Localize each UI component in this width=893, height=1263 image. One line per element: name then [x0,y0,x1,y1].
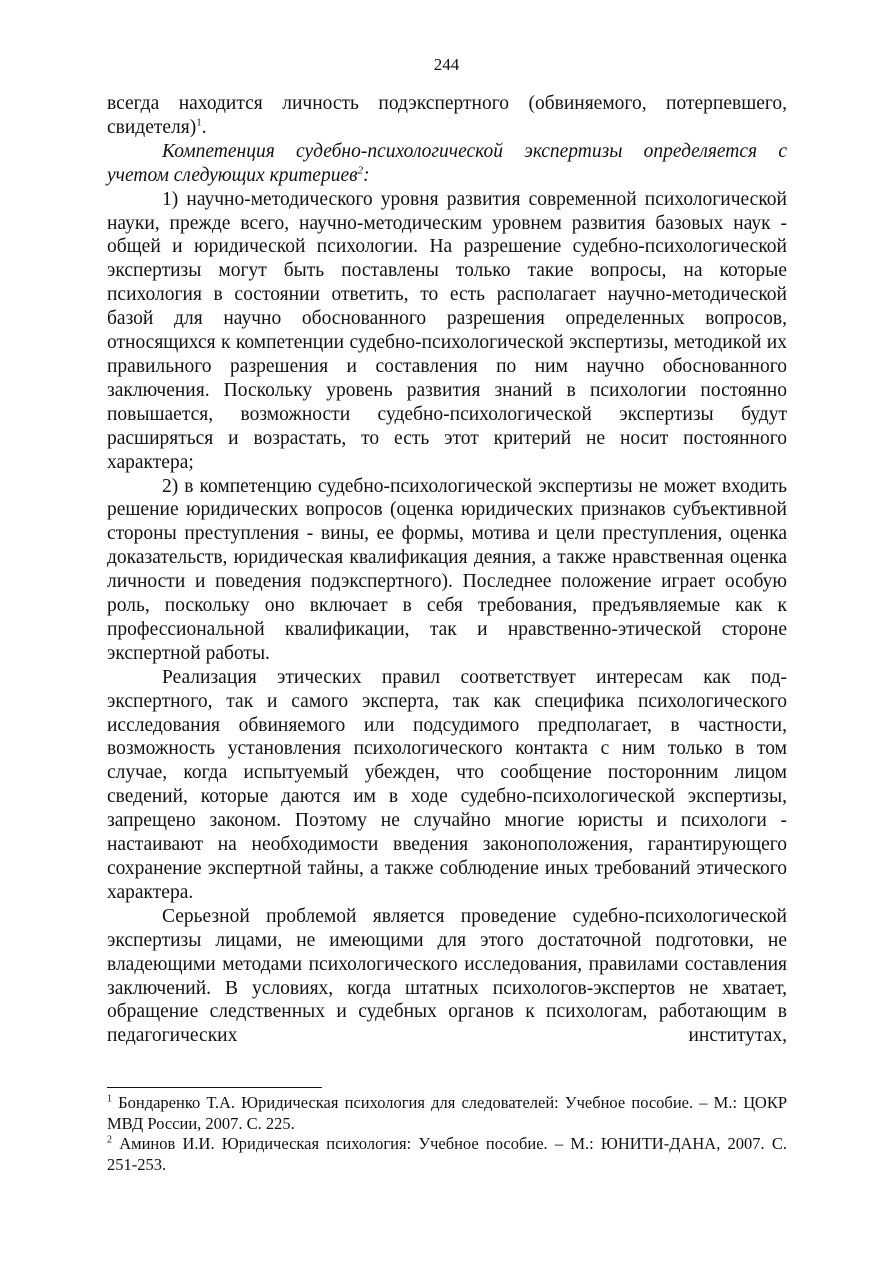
footnote-1 [107,1093,787,1134]
continuation-end: . [201,116,207,138]
criteria-intro-end: : [363,164,370,186]
footnote-2-mark: 2 [107,1134,112,1146]
footnote-1-mark: 1 [107,1093,112,1105]
criterion-1-paragraph: 1) научно-методического уровня развития современной психологической науки, прежде всего, научно-методическим уровнем развития базовых наук - общей и юридической психологии. На разрешение судебно-психологической экспертизы могут быть поставлены только такие вопросы, на которые психология в состоянии ответить, то есть располагает научно-методической базой для научно обоснованного разрешения определенных вопросов, относящихся к компетенции судебно-психологической экспертизы, методикой их правильного разрешения и составления по ним научно обоснованного заключения. Поскольку уровень развития знаний в психологии постоянно повышается, возможности судебно-психологической экспертизы будут расширяться и возрастать, то есть этот критерий не носит постоянного характера; [107,188,787,473]
continuation-text: всегда находится личность подэкспертного (обвиняемого, потерпевшего, свидетеля) [107,93,787,138]
body-text [107,92,787,1048]
footnote-2-text: Аминов И.И. Юридическая психология: Учебное пособие. – М.: ЮНИТИ-ДАНА, 2007. С. 251-253. [107,1134,787,1174]
page-number: 244 [433,55,460,74]
criteria-intro-paragraph [107,140,787,188]
continuation-paragraph [107,92,787,140]
footnote-1-text: Бондаренко Т.А. Юридическая психология для следователей: Учебное пособие. – М.: ЦОКР МВД России, 2007. С. 225. [107,1093,787,1133]
problem-paragraph: Серьезной проблемой является проведение судебно-психологической экспертизы лицами, не имеющими для этого достаточной подготовки, не владеющими методами психологического исследования, правилами составления заключений. В условиях, когда штатных психологов-экспертов не хватает, обращение следственных и судебных органов к психологам, работающим в педагогических институтах, [107,905,787,1047]
ethics-paragraph: Реализация этических правил соответствует интересам как подэкспертного, так и самого эксперта, так как специфика психологического исследования обвиняемого или подсудимого предполагает, в частности, возможность установления психологического контакта с ним только в том случае, когда испытуемый убежден, что сообщение посторонним лицом сведений, которые даются им в ходе судебно-психологической экспертизы, запрещено законом. Поэтому не случайно многие юристы и психологи - настаивают на необходимости введения законоположения, гарантирующего сохранение экспертной тайны, а также соблюдение иных требований этического характера. [107,666,787,903]
footnote-2 [107,1134,787,1175]
footnote-ref-2: 2 [357,164,364,177]
criteria-intro-text: Компетенция судебно-психологической экспертизы определяется с учетом следующих критериев [107,140,787,186]
footnotes [107,1093,787,1175]
footnote-ref-1: 1 [196,116,202,129]
footnote-divider [107,1087,322,1088]
criterion-2-paragraph: 2) в компетенцию судебно-психологической экспертизы не может входить решение юридических вопросов (оценка юридических признаков субъективной стороны преступления - вины, ее формы, мотива и цели преступления, оценка доказательств, юридическая квалификация деяния, а также нравственная оценка личности и поведения подэкспертного). Последнее положение играет особую роль, поскольку оно включает в себя требования, предъявляемые как к профессиональной квалификации, так и нравственно-этической стороне экспертной работы. [107,475,787,664]
